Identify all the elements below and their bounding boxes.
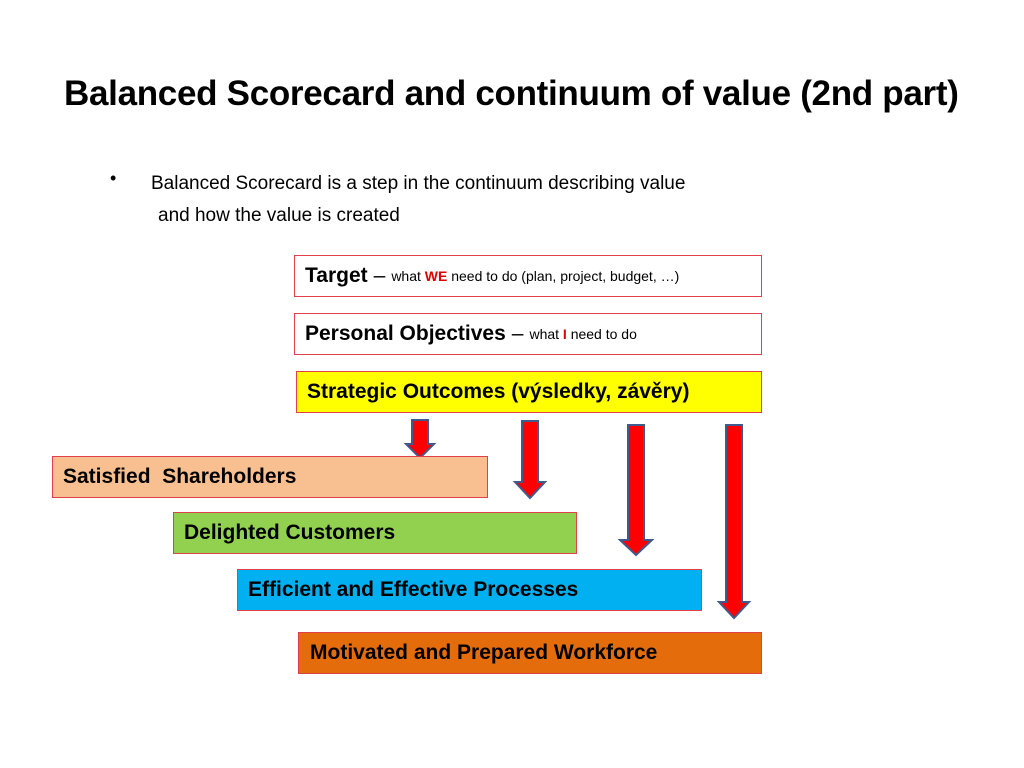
processes-box — [237, 569, 702, 611]
workforce-label: Motivated and Prepared Workforce — [310, 641, 658, 664]
personal-desc-emphasis: I — [562, 326, 567, 342]
strategic-outcomes-label: Strategic Outcomes (výsledky, závěry) — [307, 380, 690, 403]
shareholders-label: Satisfied Shareholders — [63, 465, 297, 488]
personal-desc-pre: what — [529, 326, 560, 342]
personal-objectives-label: Personal Objectives — [305, 322, 506, 345]
target-desc-emphasis: WE — [424, 268, 448, 284]
personal-desc-post: need to do — [570, 326, 637, 342]
personal-objectives-dash: – — [511, 322, 524, 345]
bullet-line-1: Balanced Scorecard is a step in the continuum describing value — [151, 173, 686, 194]
bullet-line-2: and how the value is created — [158, 205, 400, 226]
arrow-to-processes — [620, 425, 652, 555]
slide-title: Balanced Scorecard and continuum of value (2nd part) — [64, 74, 959, 113]
target-label: Target — [305, 264, 368, 287]
target-dash: – — [373, 264, 386, 287]
arrow-to-workforce — [719, 425, 749, 618]
target-desc-post: need to do (plan, project, budget, …) — [451, 268, 680, 284]
arrow-to-shareholders — [406, 420, 434, 458]
customers-label: Delighted Customers — [184, 521, 396, 544]
bullet-marker: • — [110, 168, 117, 188]
arrow-to-customers — [515, 421, 545, 498]
workforce-box — [298, 632, 762, 674]
customers-box — [173, 512, 577, 554]
processes-label: Efficient and Effective Processes — [248, 578, 579, 601]
shareholders-box — [52, 456, 488, 498]
target-desc-pre: what — [391, 268, 421, 284]
